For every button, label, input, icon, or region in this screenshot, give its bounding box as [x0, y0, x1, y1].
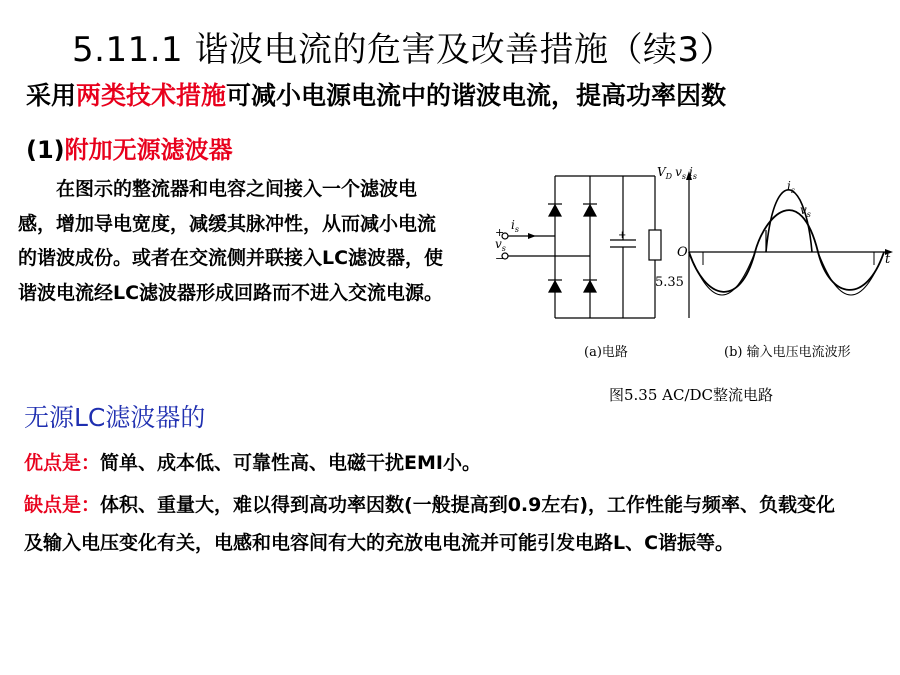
circuit-is-label: $i_s$ — [511, 218, 519, 234]
capacitor-plus: + — [618, 230, 627, 241]
wave-vs-label: $v_s$ — [800, 203, 811, 219]
t-axis-label: t — [885, 252, 891, 267]
slide-title: 5.11.1 谐波电流的危害及改善措施（续3） — [72, 30, 735, 70]
circuit-diagram — [502, 176, 661, 318]
diode-d4 — [584, 281, 596, 292]
current-arrow-icon — [528, 233, 536, 239]
minus-sign: − — [495, 252, 505, 265]
section1-heading — [26, 130, 233, 165]
waveform-plot — [657, 165, 893, 318]
section1-number: (1) — [26, 136, 65, 164]
waveform-sublabel: (b) 输入电压电流波形 — [724, 345, 851, 360]
circuit-vs-label: $v_s$ — [495, 237, 506, 253]
cons-paragraph — [24, 486, 844, 562]
wave-is-label: $i_s$ — [787, 179, 795, 195]
pros-text: 简单、成本低、可靠性高、电磁干扰EMI小。 — [100, 452, 481, 474]
lc-filter-heading: 无源LC滤波器的 — [24, 403, 206, 432]
subtitle-prefix: 采用 — [26, 81, 77, 110]
diode-d2 — [584, 205, 596, 216]
circuit-sublabel: (a)电路 — [584, 345, 628, 360]
pros-label: 优点是： — [24, 452, 101, 474]
subtitle-suffix: 可减小电源电流中的谐波电流，提高功率因数 — [226, 81, 727, 110]
subtitle-highlight: 两类技术措施 — [76, 81, 227, 110]
vs-sine-wave — [689, 210, 884, 292]
figure-caption: 图5.35 AC/DC整流电路 — [609, 386, 774, 404]
diode-d1 — [549, 205, 561, 216]
cons-text: 体积、重量大，难以得到高功率因数(一般提高到0.9左右)，工作性能与频率、负载变化及输入电压变化有关，电感和电容间有大的充放电电流并可能引发电路L、C谐振等。 — [24, 494, 836, 554]
y-axis-label: $V_D$ $v_s$ $i_s$ — [657, 165, 697, 181]
cons-label: 缺点是： — [24, 494, 101, 516]
pros-line — [24, 448, 481, 475]
origin-label: O — [677, 245, 688, 260]
diode-d3 — [549, 281, 561, 292]
vd-ticks — [703, 252, 874, 265]
figure-number: 5.35 — [655, 275, 684, 290]
description-paragraph: 在图示的整流器和电容之间接入一个滤波电感，增加导电宽度，减缓其脉冲性，从而减小电流的谐波成份。或者在交流侧并联接入LC滤波器，使谐波电流经LC滤波器形成回路而不进入交流电源。 — [18, 178, 444, 304]
slide-subtitle — [26, 76, 726, 112]
rectifier-figure — [480, 150, 900, 370]
plus-sign: + — [495, 226, 505, 239]
section1-title: 附加无源滤波器 — [64, 136, 233, 164]
